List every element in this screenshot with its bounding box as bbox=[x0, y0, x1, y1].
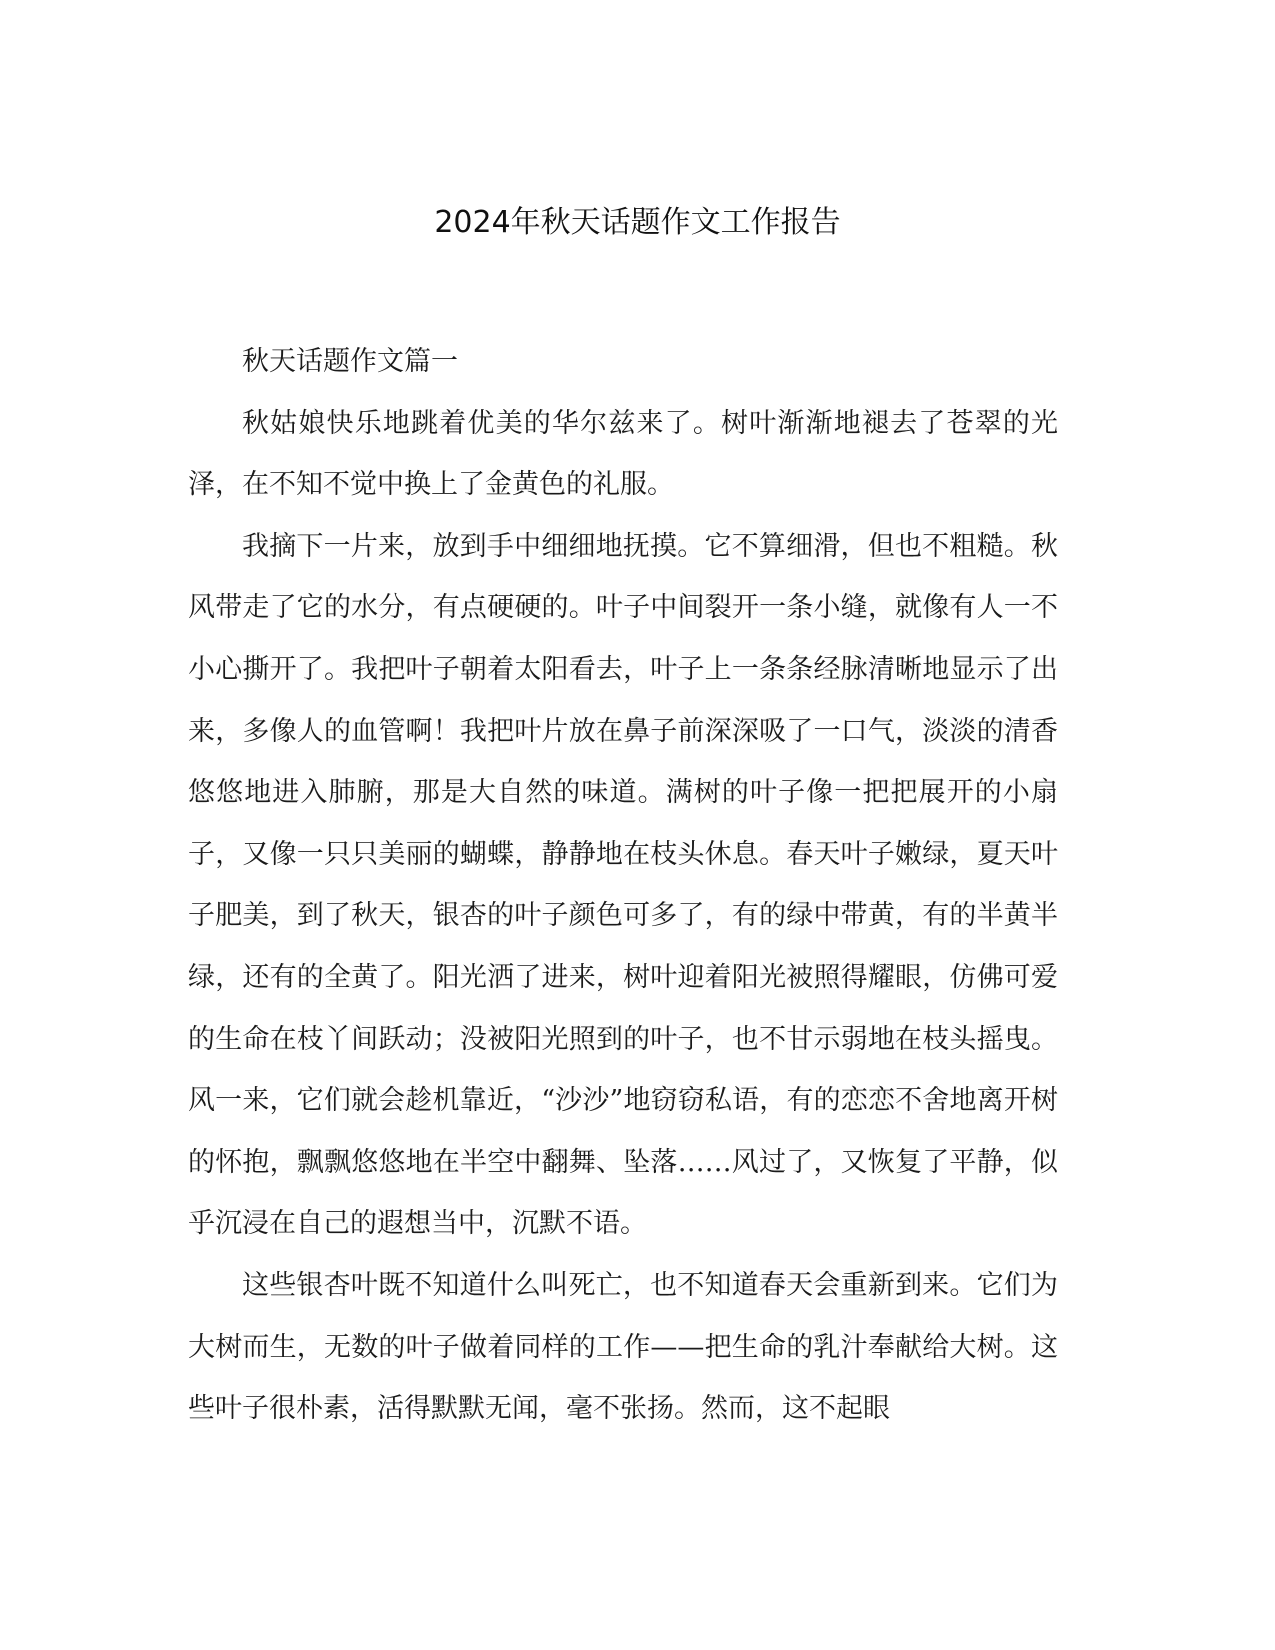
paragraph-1: 秋姑娘快乐地跳着优美的华尔兹来了。树叶渐渐地褪去了苍翠的光泽，在不知不觉中换上了金黄色的礼服。 bbox=[188, 407, 1058, 501]
section-heading: 秋天话题作文篇一 bbox=[242, 346, 458, 377]
paragraph-2: 我摘下一片来，放到手中细细地抚摸。它不算细滑，但也不粗糙。秋风带走了它的水分，有点硬硬的。叶子中间裂开一条小缝，就像有人一不小心撕开了。我把叶子朝着太阳看去，叶子上一条条经脉清晰地显示了出来，多像人的血管啊！我把叶片放在鼻子前深深吸了一口气，淡淡的清香悠悠地进入肺腑，那是大自然的味道。满树的叶子像一把把展开的小扇子，又像一只只美丽的蝴蝶，静静地在枝头休息。春天叶子嫩绿，夏天叶子肥美，到了秋天，银杏的叶子颜色可多了，有的绿中带黄，有的半黄半绿，还有的全黄了。阳光洒了进来，树叶迎着阳光被照得耀眼，仿佛可爱的生命在枝丫间跃动；没被阳光照到的叶子，也不甘示弱地在枝头摇曳。风一来，它们就会趁机靠近，“沙沙”地窃窃私语，有的恋恋不舍地离开树的怀抱，飘飘悠悠地在半空中翻舞、坠落……风过了，又恢复了平静，似乎沉浸在自己的遐想当中，沉默不语。 bbox=[188, 530, 1058, 1240]
document-title: 2024年秋天话题作文工作报告 bbox=[434, 205, 841, 240]
document-body bbox=[188, 331, 1058, 1440]
paragraph-3: 这些银杏叶既不知道什么叫死亡，也不知道春天会重新到来。它们为大树而生，无数的叶子做着同样的工作——把生命的乳汁奉献给大树。这些叶子很朴素，活得默默无闻，毫不张扬。然而，这不起眼 bbox=[188, 1269, 1058, 1425]
